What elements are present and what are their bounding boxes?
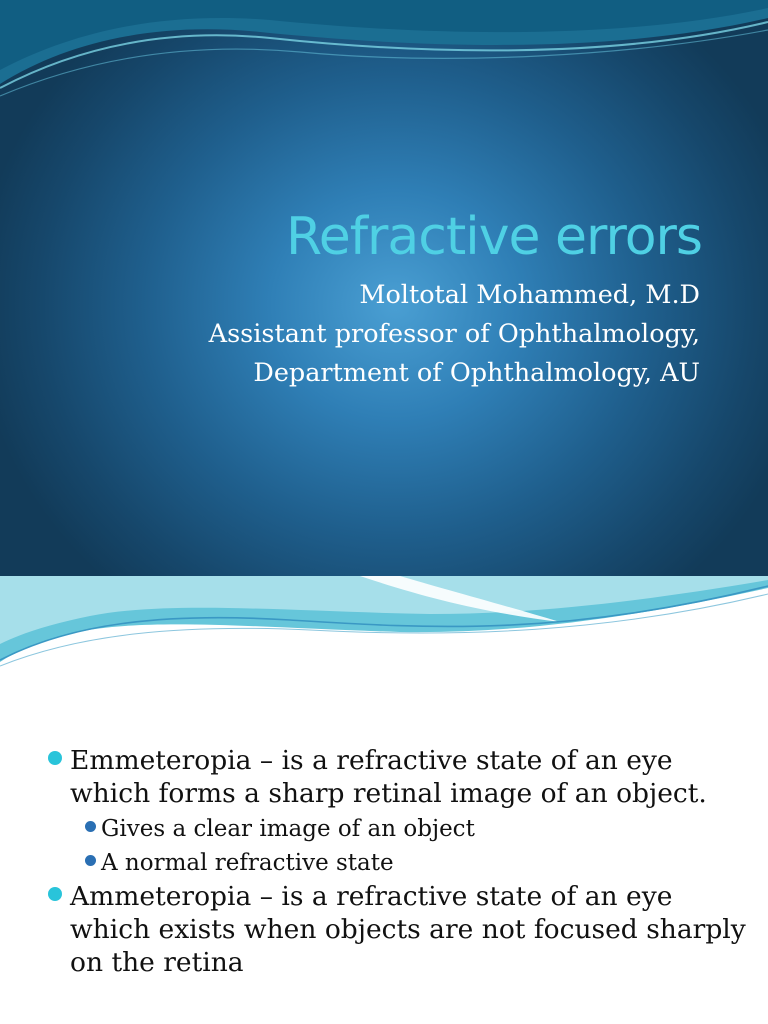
- bullet-icon: [85, 855, 96, 866]
- list-item: Gives a clear image of an object: [82, 812, 746, 846]
- content-slide: [0, 576, 768, 1024]
- author-position: Assistant professor of Ophthalmology,: [208, 319, 700, 349]
- author-department: Department of Ophthalmology, AU: [253, 358, 700, 388]
- author-name: Moltotal Mohammed, M.D: [359, 280, 700, 310]
- subtitle: [209, 276, 700, 393]
- list-item: A normal refractive state: [82, 846, 746, 880]
- bullet-icon: [48, 887, 62, 901]
- list-item: Ammeteropia – is a refractive state of an eye which exists when objects are not focused sharply on the retina: [46, 880, 746, 979]
- bullet-icon: [48, 751, 62, 765]
- bullet-icon: [85, 821, 96, 832]
- decorative-wave-band: [0, 576, 768, 672]
- bullet-list: [46, 744, 746, 981]
- page-title: Refractive errors: [285, 207, 702, 267]
- decorative-wave-band: [0, 0, 768, 110]
- list-item: Emmeteropia – is a refractive state of an eye which forms a sharp retinal image of an object.: [46, 744, 746, 810]
